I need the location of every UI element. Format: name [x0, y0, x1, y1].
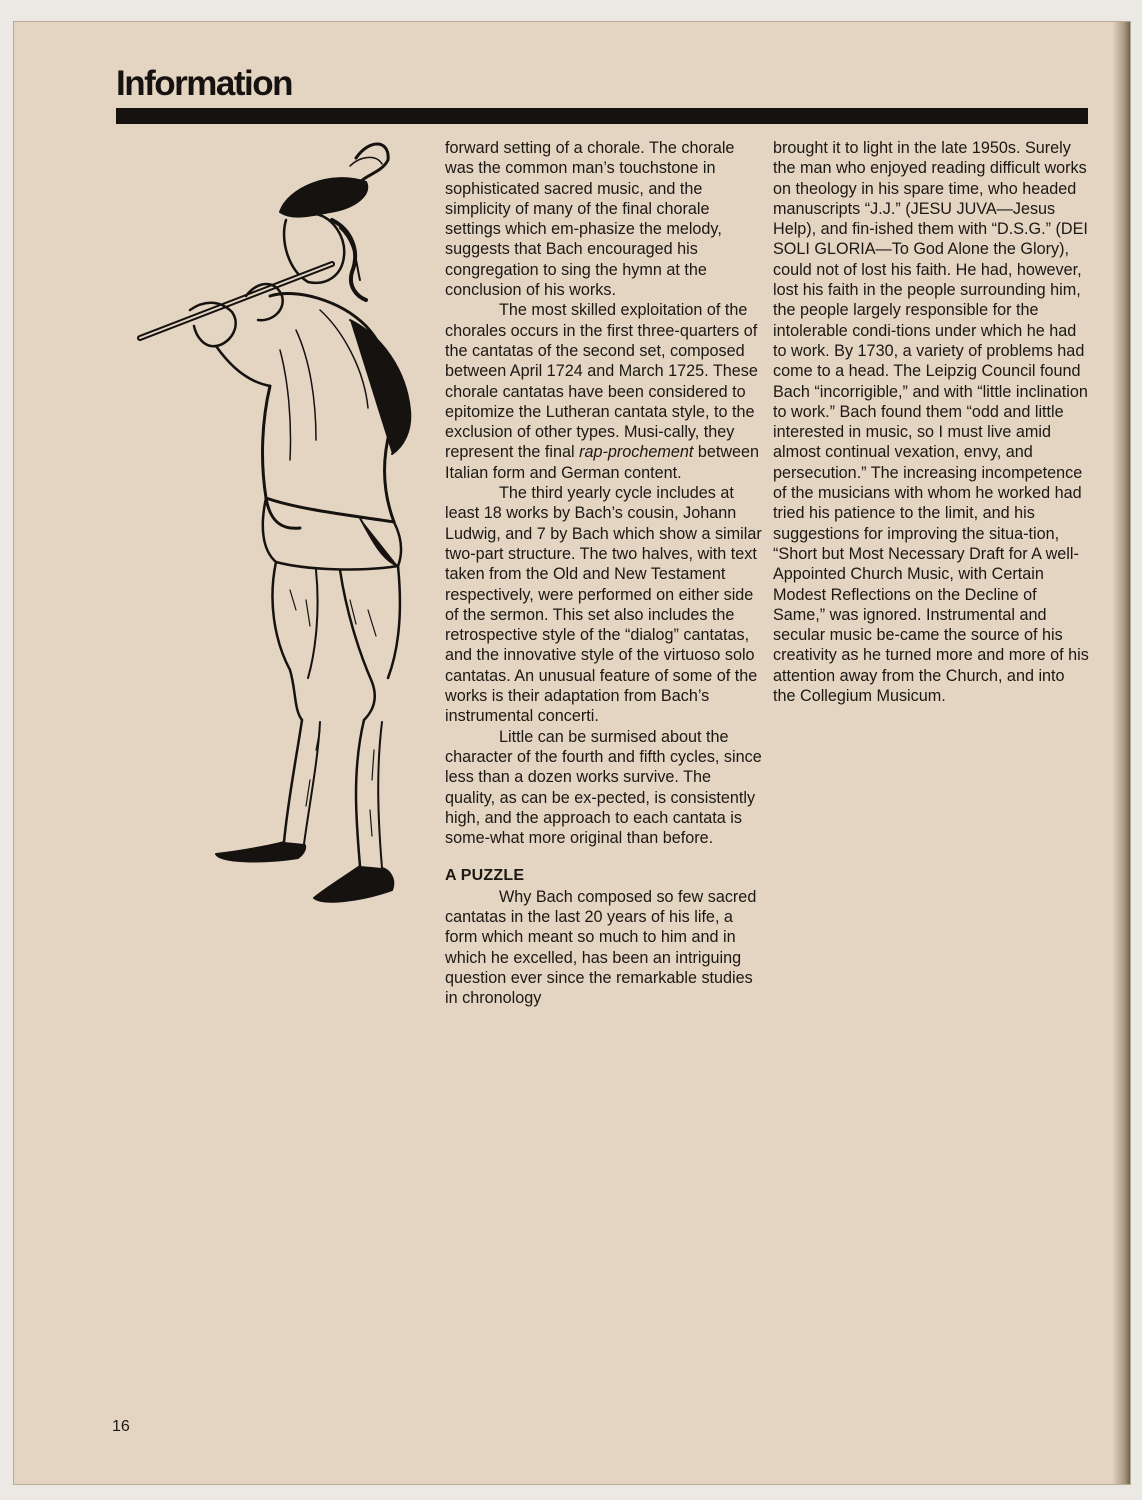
column1-paragraph-5: Why Bach composed so few sacred cantatas in the last 20 years of his life, a form which meant so much to him and in which he excelled, has been an intriguing question ever since the remarkable studies in chronology: [445, 887, 757, 1008]
magazine-page: [14, 22, 1130, 1484]
column1-paragraph-1: forward setting of a chorale. The chorale was the common man’s touchstone in sophisticated sacred music, and the simplicity of many of the final chorale settings which em-phasize the melody, suggests that Bach encouraged his congregation to sing the hymn at the conclusion of his works.: [445, 139, 735, 300]
subheading-a-puzzle: A PUZZLE: [445, 867, 525, 885]
column1-paragraph-2-text: The most skilled exploitation of the chorales occurs in the first three-quarters of the cantatas of the second set, composed between April 1724 and March 1725. These chorale cantatas have been considered to epitomize the Lutheran cantata style, to the exclusion of other types. Musi-cally, they represent the final: [445, 301, 758, 462]
page-number: 16: [112, 1418, 130, 1435]
flute-player-illustration: [120, 130, 430, 920]
column1-paragraph-4: Little can be surmised about the character of the fourth and fifth cycles, since less than a dozen works survive. The quality, as can be ex-pected, is consistently high, and the approach to each cantata is some-what more original than before.: [445, 727, 762, 848]
section-heading: Information: [116, 64, 292, 103]
column1-italic-term: rap-prochement: [579, 443, 694, 462]
column2-paragraph-1: brought it to light in the late 1950s. Surely the man who enjoyed reading difficult works on theology in his spare time, who headed manuscripts “J.J.” (JESU JUVA—Jesus Help), and fin-ished them with “D.S.G.” (DEI SOLI GLORIA—To God Alone the Glory), could not of lost his faith. He had, however, lost his faith in the people surrounding him, the people largely responsible for the intolerable condi-tions under which he had to work. By 1730, a variety of problems had come to a head. The Leipzig Council found Bach “incorrigible,” and with “little inclination to work.” Bach found them “odd and little interested in music, so I must live amid almost continual vexation, envy, and persecution.” The increasing incompetence of the musicians with whom he worked had tried his patience to the limit, and his suggestions for improving the situa-tion, “Short but Most Necessary Draft for A well-Appointed Church Music, with Certain Modest Reflections on the Decline of Same,” was ignored. Instrumental and secular music be-came the source of his creativity as he turned more and more of his attention away from the Church, and into the Collegium Musicum.: [773, 139, 1089, 706]
column1-paragraph-2: [445, 300, 763, 483]
text-column-1: [445, 138, 763, 1008]
heading-rule: [116, 108, 1088, 124]
page-edge-shadow: [1112, 22, 1130, 1484]
column1-paragraph-2-end: between Italian form and German content.: [445, 443, 760, 482]
text-column-2: [773, 138, 1091, 706]
column1-paragraph-3: The third yearly cycle includes at least 18 works by Bach’s cousin, Johann Ludwig, and 7 by Bach which show a similar two-part structure. The two halves, with text taken from the Old and New Testament respectively, were performed on either side of the sermon. This set also includes the retrospective style of the “dialog” cantatas, and the innovative style of the virtuoso solo cantatas. An unusual feature of some of the works is their adaptation from Bach’s instrumental concerti.: [445, 484, 762, 726]
